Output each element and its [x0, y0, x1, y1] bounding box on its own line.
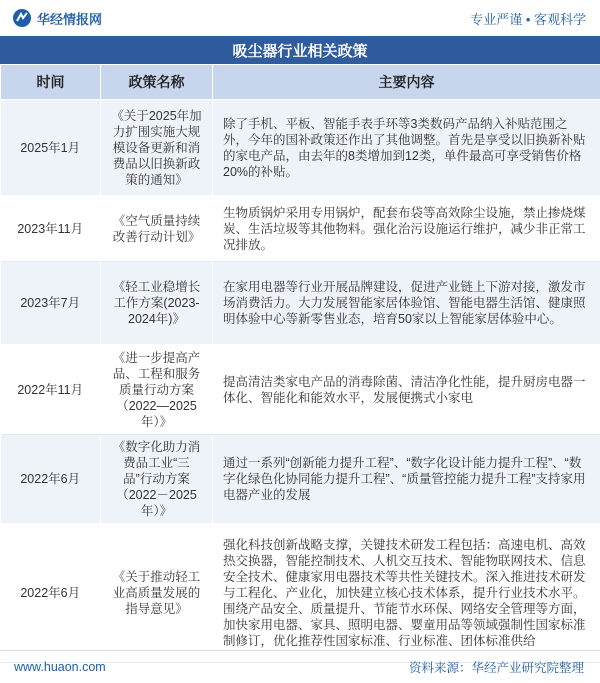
row-policy: 《关于2025年加力扩围实施大规模设备更新和消费品以旧换新政策的通知》 — [101, 100, 213, 196]
row-content: 强化科技创新战略支撑，关键技术研发工程包括：高速电机、高效热交换器，智能控制技术、人机交互技术、智能物联网技术、信息安全技术、健康家用电器技术等共性关键技术。深入推进技术研发与工程化、产业化，加快建立核心技术体系，提升行业技术水平。围绕产品安全、质量提升、节能节水环保、网络安全管理等方面，加快家用电器、家具、照明电器、婴童用品等领域强制性国家标准制修订，优化推荐性国家标准、行业标准、团体标准供给 — [213, 524, 600, 663]
row-content: 通过一系列“创新能力提升工程”、“数字化设计能力提升工程”、“数字化绿色化协同能力提升工程”、“质量管控能力提升工程”支持家用电器产业的发展 — [213, 435, 600, 524]
footer-website: www.huaon.com — [14, 660, 106, 674]
table-row — [1, 435, 600, 524]
column-header-time: 时间 — [1, 65, 101, 100]
row-time: 2022年6月 — [1, 524, 101, 663]
row-policy: 《进一步提高产品、工程和服务质量行动方案（2022—2025年）》 — [101, 345, 213, 435]
row-content: 生物质锅炉采用专用锅炉，配套布袋等高效除尘设施，禁止掺烧煤炭、生活垃圾等其他物料。强化治污设施运行维护，减少非正常工况排放。 — [213, 196, 600, 262]
row-content: 除了手机、平板、智能手表手环等3类数码产品纳入补贴范围之外，今年的国补政策还作出了其他调整。首先是享受以旧换新补贴的家电产品，由去年的8类增加到12类，单件最高可享受销售价格20%的补贴。 — [213, 100, 600, 196]
huajing-logo-icon — [12, 8, 32, 28]
table-row — [1, 100, 600, 196]
brand — [12, 8, 102, 28]
footer-source: 资料来源：华经产业研究院整理 — [408, 661, 584, 675]
column-header-content: 主要内容 — [213, 65, 600, 100]
row-time: 2022年6月 — [1, 435, 101, 524]
table-row — [1, 524, 600, 663]
slogan: 专业严谨 • 客观科学 — [470, 11, 586, 27]
brand-name: 华经情报网 — [37, 11, 103, 27]
top-bar — [0, 0, 600, 36]
table-row — [1, 345, 600, 435]
table-header-row — [1, 65, 600, 100]
row-policy: 《轻工业稳增长工作方案(2023-2024年)》 — [101, 262, 213, 345]
row-time: 2023年7月 — [1, 262, 101, 345]
row-policy: 《数字化助力消费品工业“三品”行动方案（2022－2025年）》 — [101, 435, 213, 524]
row-content: 在家用电器等行业开展品牌建设，促进产业链上下游对接，激发市场消费活力。大力发展智能家居体验馆、智能电器生活馆、健康照明体验中心等新零售业态，培育50家以上智能家居体验中心。 — [213, 262, 600, 345]
row-time: 2022年11月 — [1, 345, 101, 435]
column-header-policy: 政策名称 — [101, 65, 213, 100]
page-title: 吸尘器行业相关政策 — [0, 36, 600, 64]
table-row — [1, 262, 600, 345]
table-row — [1, 196, 600, 262]
footer — [0, 650, 600, 683]
row-time: 2025年1月 — [1, 100, 101, 196]
policy-table — [0, 64, 600, 663]
row-content: 提高清洁类家电产品的消毒除菌、清洁净化性能，提升厨房电器一体化、智能化和能效水平，发展便携式小家电 — [213, 345, 600, 435]
row-time: 2023年11月 — [1, 196, 101, 262]
row-policy: 《关于推动轻工业高质量发展的指导意见》 — [101, 524, 213, 663]
row-policy: 《空气质量持续改善行动计划》 — [101, 196, 213, 262]
